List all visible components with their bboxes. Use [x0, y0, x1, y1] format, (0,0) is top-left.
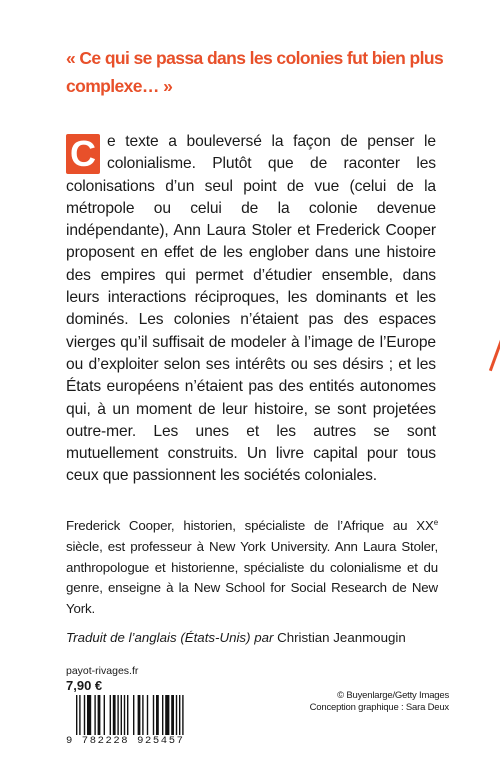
design-credit: Conception graphique : Sara Deux: [309, 702, 449, 713]
decorative-accent-line: [489, 331, 500, 371]
bio-text-start: Frederick Cooper, historien, spécialiste de l’Afrique au XX: [66, 518, 434, 533]
summary-text: [66, 131, 436, 488]
translator-label: Traduit de l’anglais (États-Unis) par: [66, 630, 278, 645]
translator-line: [66, 630, 446, 645]
drop-cap: C: [66, 134, 100, 174]
publisher-website: payot-rivages.fr: [66, 665, 139, 677]
price-label: 7,90 €: [66, 678, 103, 693]
photo-credit: © Buyenlarge/Getty Images: [337, 690, 449, 701]
isbn-barcode: [66, 695, 216, 747]
translator-name: Christian Jeanmougin: [277, 630, 406, 645]
pull-quote: « Ce qui se passa dans les colonies fut bien plus complexe… »: [66, 48, 444, 96]
author-bio: [66, 516, 438, 620]
credits: [310, 690, 449, 714]
isbn-digits: 9 782228 925457: [66, 735, 185, 747]
bio-text-end: siècle, est professeur à New York University. Ann Laura Stoler, anthropologue et historienne, spécialiste du colonialisme et du genre, enseigne à la New School for Social Research de New York.: [66, 538, 438, 617]
summary-body: e texte a bouleversé la façon de penser le colonialisme. Plutôt que de raconter les colonisations d’un seul point de vue (celui de la métropole ou celui de la colonie devenue indépendante), Ann Laura Stoler et Frederick Cooper proposent en effet de les englober dans une histoire des empires qui permet d’étudier ensemble, dans leurs interactions réciproques, les dominants et les dominés. Les colonies n’étaient pas des espaces vierges qu’il suffisait de modeler à l’image de l’Europe ou d’exploiter selon ses intérêts ou ses désirs ; et les États européens n’étaient pas des entités autonomes qui, à un moment de leur histoire, se sont projetées outre-mer. Les unes et les autres se sont mutuellement construits. Un livre capital pour tous ceux que passionnent les sociétés coloniales.: [66, 133, 436, 485]
century-superscript: e: [433, 518, 438, 527]
barcode-bars: [66, 695, 216, 737]
